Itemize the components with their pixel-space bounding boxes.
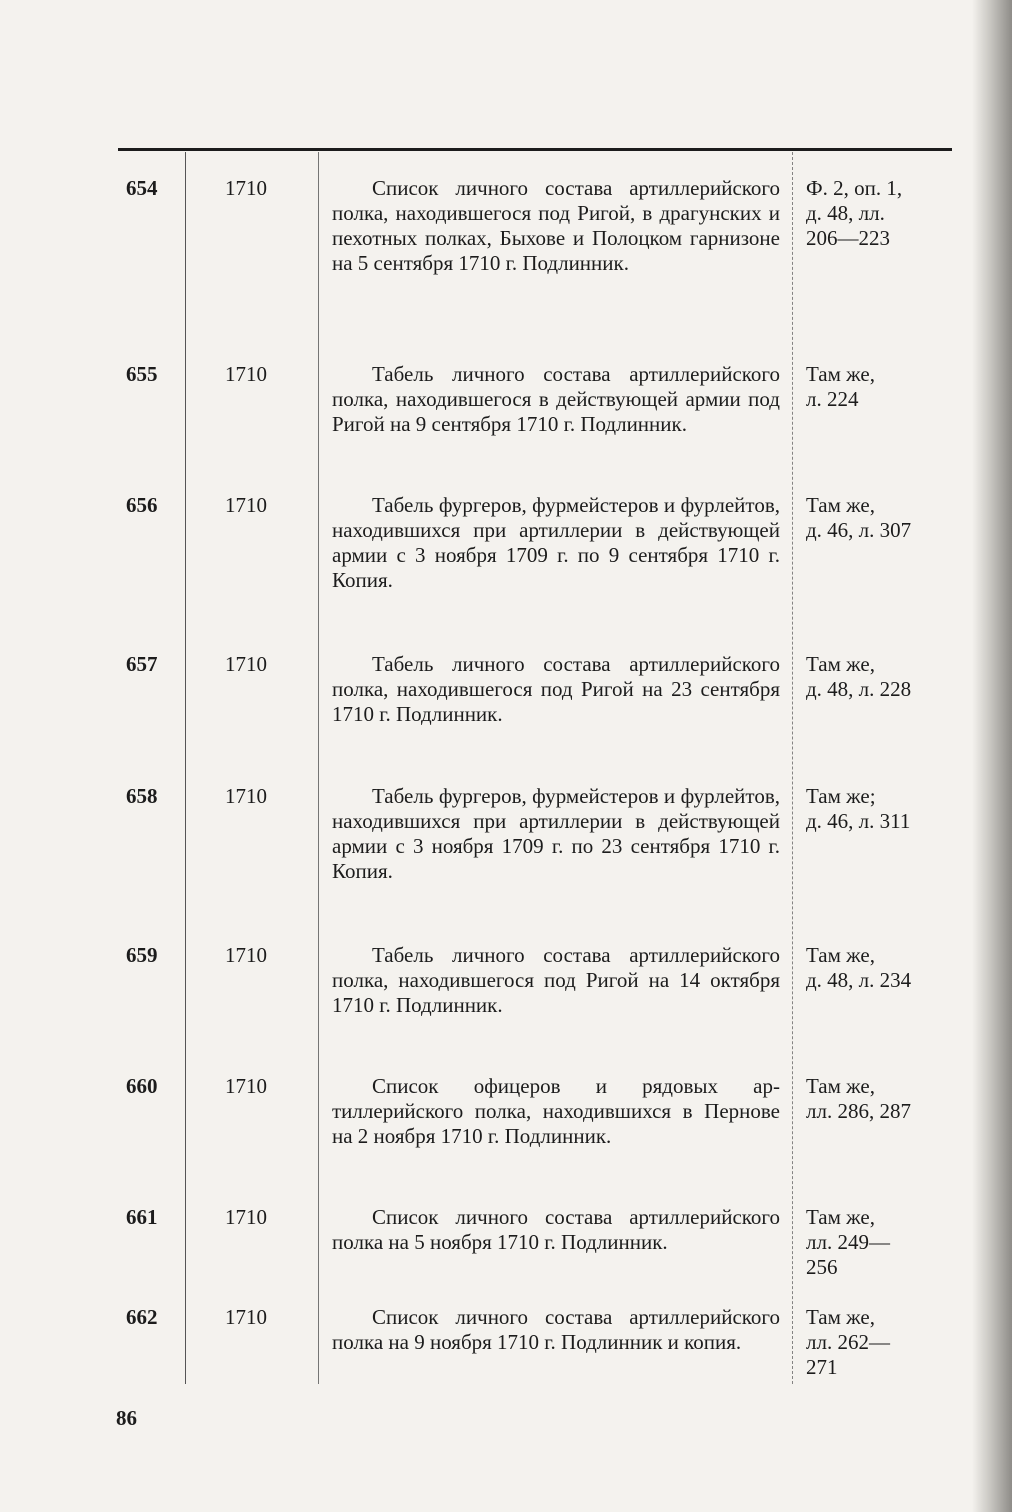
entry-description: Список офицеров и рядовых артиллерийского полка, находившихся в Пернове на 2 ноября 1710 г. Подлинник. (332, 1074, 780, 1148)
entry-year: 1710 (225, 784, 267, 808)
entry-description: Табель личного состава артиллерийского полка, находившегося под Ригой на 23 сентября 1710 г. Подлинник. (332, 652, 780, 726)
column-divider-1 (185, 152, 186, 1384)
entry-description: Табель личного состава артиллерийского полка, находившегося в действующей армии под Ригой на 9 сентября 1710 г. Подлинник. (332, 362, 780, 436)
entry-number: 656 (126, 493, 158, 517)
entry-year: 1710 (225, 1074, 267, 1098)
entry-year: 1710 (225, 1305, 267, 1329)
entry-year: 1710 (225, 652, 267, 676)
entry-year: 1710 (225, 1205, 267, 1229)
entry-year: 1710 (225, 943, 267, 967)
entry-description: Список личного состава артиллерийского полка, находившегося под Ригой, в драгунских и пехотных полках, Быхове и Полоцком гарнизоне на 5 сентября 1710 г. Подлинник. (332, 176, 780, 275)
reference-line: лл. 262— (806, 1330, 890, 1354)
reference-line: Там же, (806, 493, 875, 517)
page-edge-shadow (972, 0, 1012, 1512)
entry-year: 1710 (225, 176, 267, 200)
reference-line: 206—223 (806, 226, 890, 250)
reference-line: д. 46, л. 307 (806, 518, 912, 542)
entry-number: 662 (126, 1305, 158, 1329)
reference-line: Там же, (806, 1205, 875, 1229)
entry-description: Список личного состава артиллерийского полка на 5 ноября 1710 г. Подлинник. (332, 1205, 780, 1254)
reference-line: д. 48, лл. (806, 201, 885, 225)
entry-number: 657 (126, 652, 158, 676)
entry-reference (806, 652, 954, 702)
entry-number: 655 (126, 362, 158, 386)
reference-line: д. 48, л. 228 (806, 677, 912, 701)
table-top-rule (118, 148, 952, 151)
entry-year: 1710 (225, 493, 267, 517)
reference-line: 271 (806, 1355, 838, 1379)
entry-number: 658 (126, 784, 158, 808)
entry-description: Табель фургеров, фурмейстеров и фурлейтов, находившихся при артиллерии в действующей армии с 3 ноября 1709 г. по 9 сентября 1710 г. Копия. (332, 493, 780, 592)
entry-year: 1710 (225, 362, 267, 386)
column-divider-2 (318, 152, 319, 1384)
reference-line: Там же; (806, 784, 876, 808)
reference-line: л. 224 (806, 387, 859, 411)
reference-line: Ф. 2, оп. 1, (806, 176, 903, 200)
reference-line: д. 48, л. 234 (806, 968, 912, 992)
entry-number: 660 (126, 1074, 158, 1098)
reference-line: Там же, (806, 362, 875, 386)
entry-number: 654 (126, 176, 158, 200)
entry-reference (806, 1305, 954, 1380)
reference-line: Там же, (806, 943, 875, 967)
entry-description: Табель личного состава артиллерийского полка, находившегося под Ригой на 14 октября 1710 г. Подлинник. (332, 943, 780, 1017)
reference-line: Там же, (806, 652, 875, 676)
entry-reference (806, 176, 954, 251)
column-divider-3 (792, 152, 793, 1384)
entry-description: Список личного состава артиллерийского полка на 9 ноября 1710 г. Подлинник и копия. (332, 1305, 780, 1354)
entry-reference (806, 493, 954, 543)
reference-line: лл. 249— (806, 1230, 890, 1254)
reference-line: лл. 286, 287 (806, 1099, 911, 1123)
entry-reference (806, 784, 954, 834)
entry-reference (806, 362, 954, 412)
page-number: 86 (116, 1406, 137, 1430)
entry-description: Табель фургеров, фурмейстеров и фурлейтов, находившихся при артиллерии в действующей армии с 3 ноября 1709 г. по 23 сентября 1710 г. Копия. (332, 784, 780, 883)
reference-line: Там же, (806, 1074, 875, 1098)
entry-reference (806, 1074, 954, 1124)
entry-reference (806, 943, 954, 993)
entry-number: 659 (126, 943, 158, 967)
entry-reference (806, 1205, 954, 1280)
reference-line: 256 (806, 1255, 838, 1279)
reference-line: д. 46, л. 311 (806, 809, 911, 833)
entry-number: 661 (126, 1205, 158, 1229)
reference-line: Там же, (806, 1305, 875, 1329)
